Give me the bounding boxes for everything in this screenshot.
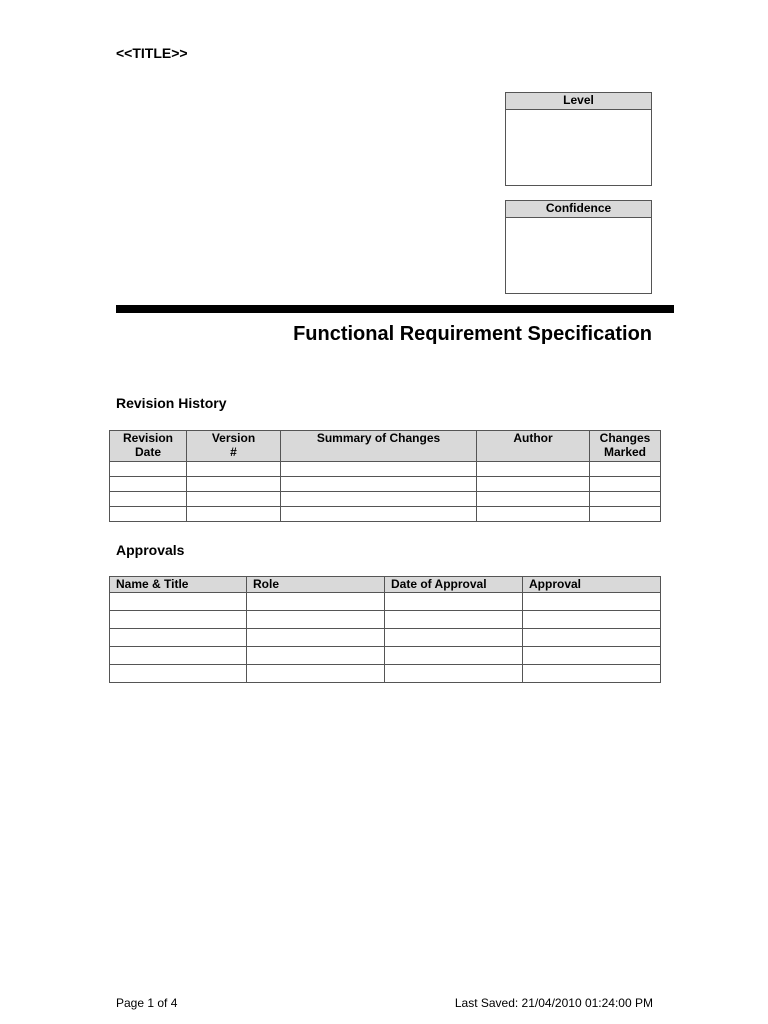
table-cell[interactable] bbox=[110, 611, 247, 629]
approvals-col-approval: Approval bbox=[523, 577, 661, 593]
approvals-table bbox=[109, 576, 661, 683]
level-box-label: Level bbox=[506, 93, 651, 110]
table-cell[interactable] bbox=[110, 593, 247, 611]
table-cell[interactable] bbox=[477, 507, 590, 522]
confidence-box-value[interactable] bbox=[506, 218, 651, 295]
approvals-heading: Approvals bbox=[116, 542, 185, 558]
table-row bbox=[110, 611, 661, 629]
spec-title: Functional Requirement Specification bbox=[293, 323, 652, 345]
table-cell[interactable] bbox=[385, 629, 523, 647]
approvals-col-role: Role bbox=[247, 577, 385, 593]
confidence-box bbox=[505, 200, 652, 294]
approvals-header-row bbox=[110, 577, 661, 593]
table-row bbox=[110, 507, 661, 522]
table-cell[interactable] bbox=[523, 611, 661, 629]
table-cell[interactable] bbox=[281, 507, 477, 522]
revision-col-changes-marked: Changes Marked bbox=[590, 431, 661, 462]
table-cell[interactable] bbox=[523, 647, 661, 665]
table-cell[interactable] bbox=[477, 462, 590, 477]
table-cell[interactable] bbox=[590, 492, 661, 507]
table-cell[interactable] bbox=[385, 593, 523, 611]
level-box bbox=[505, 92, 652, 186]
table-cell[interactable] bbox=[110, 629, 247, 647]
approvals-col-name-title: Name & Title bbox=[110, 577, 247, 593]
table-cell[interactable] bbox=[281, 492, 477, 507]
table-cell[interactable] bbox=[187, 507, 281, 522]
table-cell[interactable] bbox=[247, 647, 385, 665]
confidence-box-label: Confidence bbox=[506, 201, 651, 218]
table-cell[interactable] bbox=[247, 629, 385, 647]
table-cell[interactable] bbox=[523, 665, 661, 683]
revision-col-revision-date: Revision Date bbox=[110, 431, 187, 462]
table-cell[interactable] bbox=[590, 462, 661, 477]
table-cell[interactable] bbox=[477, 477, 590, 492]
approvals-col-date-of-approval: Date of Approval bbox=[385, 577, 523, 593]
table-row bbox=[110, 629, 661, 647]
revision-col-version: Version # bbox=[187, 431, 281, 462]
table-row bbox=[110, 665, 661, 683]
table-cell[interactable] bbox=[247, 611, 385, 629]
table-cell[interactable] bbox=[187, 477, 281, 492]
table-cell[interactable] bbox=[247, 665, 385, 683]
table-cell[interactable] bbox=[281, 462, 477, 477]
table-row bbox=[110, 593, 661, 611]
document-title-placeholder: <<TITLE>> bbox=[116, 45, 188, 61]
level-box-value[interactable] bbox=[506, 110, 651, 187]
table-cell[interactable] bbox=[385, 647, 523, 665]
table-cell[interactable] bbox=[590, 477, 661, 492]
table-cell[interactable] bbox=[187, 462, 281, 477]
footer-last-saved: Last Saved: 21/04/2010 01:24:00 PM bbox=[454, 996, 653, 1010]
revision-col-summary: Summary of Changes bbox=[281, 431, 477, 462]
table-cell[interactable] bbox=[110, 507, 187, 522]
table-row bbox=[110, 477, 661, 492]
table-cell[interactable] bbox=[110, 665, 247, 683]
table-cell[interactable] bbox=[110, 477, 187, 492]
table-cell[interactable] bbox=[110, 492, 187, 507]
table-cell[interactable] bbox=[247, 593, 385, 611]
table-row bbox=[110, 492, 661, 507]
footer-page-number: Page 1 of 4 bbox=[116, 996, 178, 1010]
table-cell[interactable] bbox=[523, 629, 661, 647]
table-cell[interactable] bbox=[110, 647, 247, 665]
revision-col-author: Author bbox=[477, 431, 590, 462]
table-cell[interactable] bbox=[477, 492, 590, 507]
table-row bbox=[110, 462, 661, 477]
revision-history-heading: Revision History bbox=[116, 395, 227, 411]
table-cell[interactable] bbox=[385, 611, 523, 629]
revision-header-row bbox=[110, 431, 661, 462]
heading-rule bbox=[116, 305, 674, 313]
table-cell[interactable] bbox=[590, 507, 661, 522]
table-cell[interactable] bbox=[385, 665, 523, 683]
revision-history-table bbox=[109, 430, 661, 522]
table-row bbox=[110, 647, 661, 665]
table-cell[interactable] bbox=[281, 477, 477, 492]
table-cell[interactable] bbox=[110, 462, 187, 477]
table-cell[interactable] bbox=[187, 492, 281, 507]
table-cell[interactable] bbox=[523, 593, 661, 611]
